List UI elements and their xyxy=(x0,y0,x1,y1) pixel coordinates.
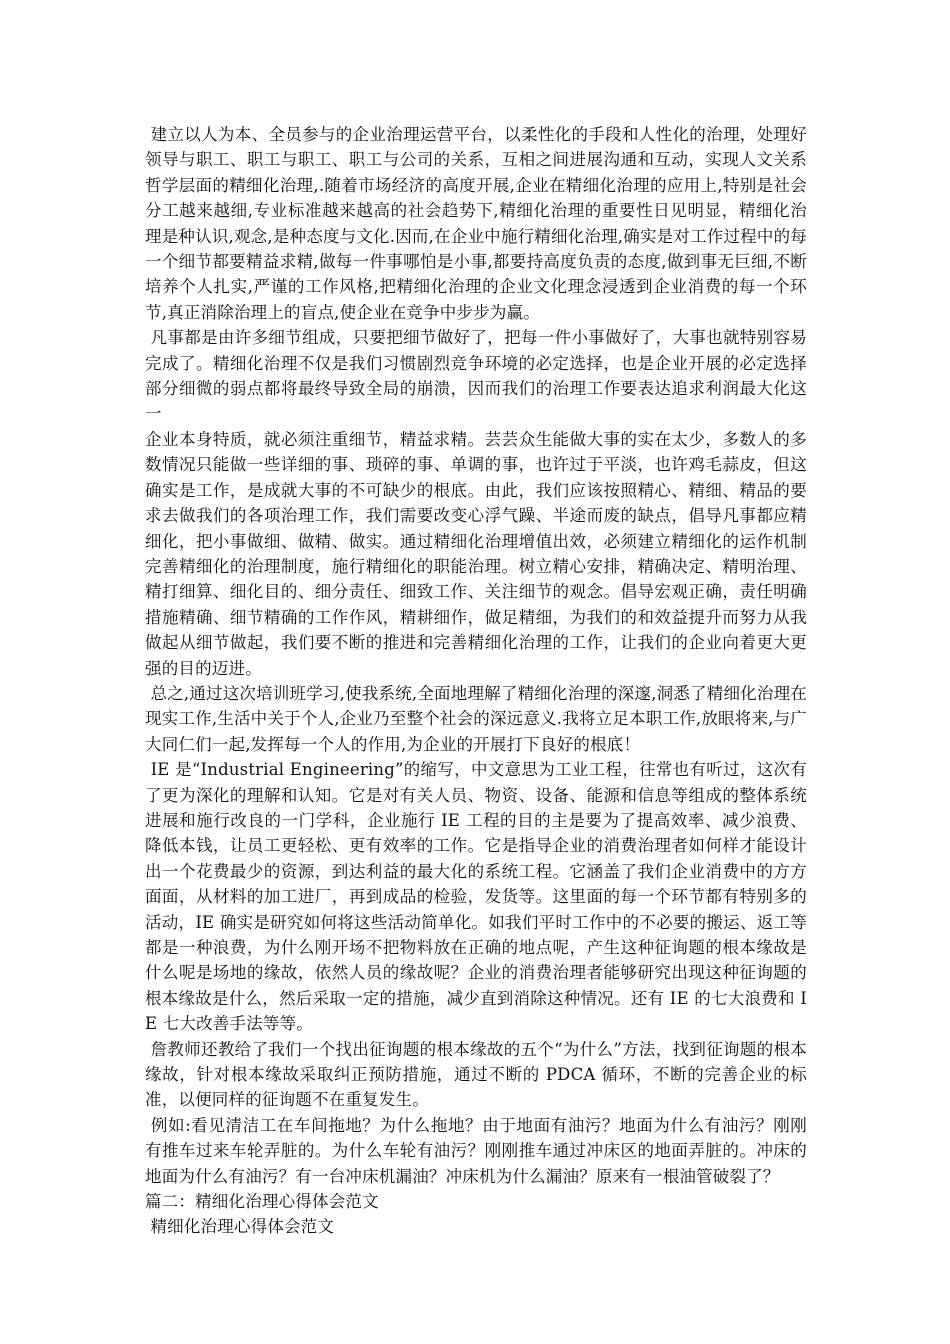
document-body xyxy=(145,122,807,1240)
paragraph-2: 凡事都是由许多细节组成，只要把细节做好了，把每一件小事做好了，大事也就特别容易完成了。精细化治理不仅是我们习惯剧烈竞争环境的必定选择，也是企业开展的必定选择部分细微的弱点都将最终导致全局的崩溃，因而我们的治理工作要表达追求利润最大化这一 xyxy=(145,328,807,424)
paragraph-4: 总之,通过这次培训班学习,使我系统,全面地理解了精细化治理的深邃,洞悉了精细化治理在现实工作,生活中关于个人,企业乃至整个社会的深远意义.我将立足本职工作,放眼将来,与广大同仁们一起,发挥每一个人的作用,为企业的开展打下良好的根底！ xyxy=(145,683,807,754)
paragraph-7: 例如:看见清洁工在车间拖地？为什么拖地？由于地面有油污？地面为什么有油污？刚刚有推车过来车轮弄脏的。为什么车轮有油污？刚刚推车通过冲床区的地面弄脏的。冲床的地面为什么有油污？有一台冲床机漏油？冲床机为什么漏油？原来有一根油管破裂了？ xyxy=(145,1115,808,1186)
paragraph-3: 企业本身特质，就必须注重细节，精益求精。芸芸众生能做大事的实在太少，多数人的多数情况只能做一些详细的事、琐碎的事、单调的事，也许过于平淡，也许鸡毛蒜皮，但这确实是工作，是成就大事的不可缺少的根底。由此，我们应该按照精心、精细、精品的要求去做我们的各项治理工作，我们需要改变心浮气躁、半途而废的缺点，倡导凡事都应精细化，把小事做细、做精、做实。通过精细化治理增值出效，必须建立精细化的运作机制完善精细化的治理制度，施行精细化的职能治理。树立精心安排，精确决定、精明治理、精打细算、细化目的、细分责任、细致工作、关注细节的观念。倡导宏观正确，责任明确措施精确、细节精确的工作作风，精耕细作，做足精细，为我们的和效益提升而努力从我做起从细节做起，我们要不断的推进和完善精细化治理的工作，让我们的企业向着更大更强的目的迈进。 xyxy=(145,429,807,678)
paragraph-1: 建立以人为本、全员参与的企业治理运营平台，以柔性化的手段和人性化的治理，处理好领导与职工、职工与职工、职工与公司的关系，互相之间进展沟通和互动，实现人文关系哲学层面的精细化治理,.随着市场经济的高度开展,企业在精细化治理的应用上,特别是社会分工越来越细,专业标准越来越高的社会趋势下,精细化治理的重要性日见明显，精细化治理是种认识,观念,是种态度与文化.因而,在企业中施行精细化治理,确实是对工作过程中的每一个细节都要精益求精,做每一件事哪怕是小事,都要持高度负责的态度,做到事无巨细,不断培养个人扎实,严谨的工作风格,把精细化治理的企业文化理念浸透到企业消费的每一个环节,真正消除治理上的盲点,使企业在竞争中步步为赢。 xyxy=(145,125,807,322)
section-subheading: 精细化治理心得体会范文 xyxy=(145,1217,335,1237)
paragraph-5: IE 是“Industrial Engineering”的缩写，中文意思为工业工程，往常也有听过，这次有了更为深化的理解和认知。它是对有关人员、物资、设备、能源和信息等组成的整体系统进展和施行改良的一门学科，企业施行 IE 工程的目的主是要为了提高效率、减少浪费、降低本钱，让员工更轻松、更有效率的工作。它是指导企业的消费治理者如何样才能设计出一个花费最少的资源，到达利益的最大化的系统工程。它涵盖了我们企业消费中的方方面面，从材料的加工进厂，再到成品的检验，发货等。这里面的每一个环节都有特别多的活动，IE 确实是研究如何将这些活动简单化。如我们平时工作中的不必要的搬运、返工等都是一种浪费，为什么刚开场不把物料放在正确的地点呢，产生这种征询题的根本缘故是什么呢是场地的缘故，依然人员的缘故呢？企业的消费治理者能够研究出现这种征询题的根本缘故是什么，然后采取一定的措施，减少直到消除这种情况。还有 IE 的七大浪费和 IE 七大改善手法等等。 xyxy=(145,760,807,1034)
section-heading: 篇二：精细化治理心得体会范文 xyxy=(145,1192,379,1212)
paragraph-6: 詹教师还教给了我们一个找出征询题的根本缘故的五个“为什么”方法，找到征询题的根本缘故，针对根本缘故采取纠正预防措施，通过不断的 PDCA 循环，不断的完善企业的标准，以便同样的征询题不在重复发生。 xyxy=(145,1039,807,1110)
